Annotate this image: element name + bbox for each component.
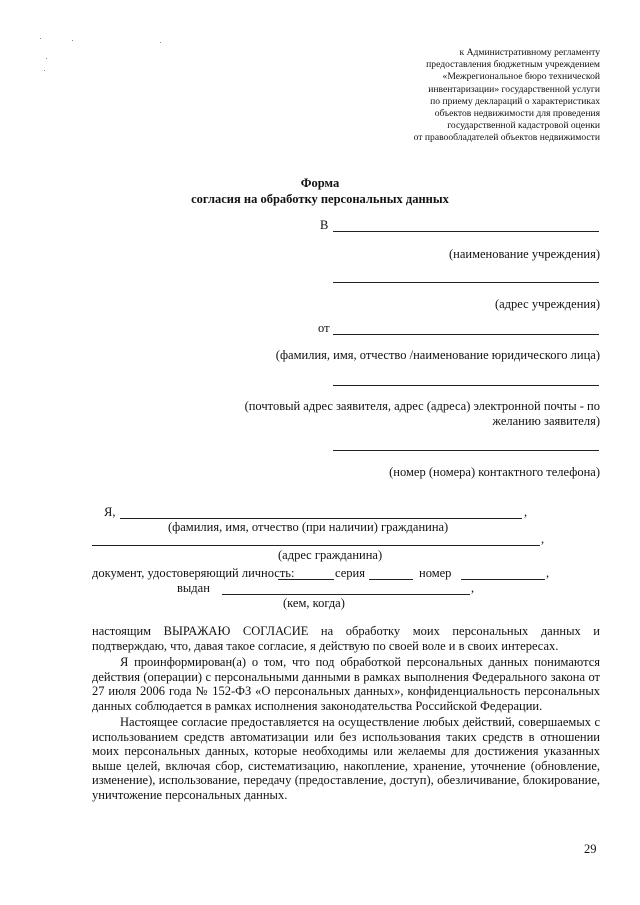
header-line: по приему деклараций о характеристиках [430, 95, 600, 107]
issued-caption: (кем, когда) [283, 596, 345, 610]
applicant-phone-field[interactable] [333, 450, 599, 451]
to-prefix: В [320, 218, 329, 232]
postal-email-caption-line1: (почтовый адрес заявителя, адрес (адреса) электронной почты - по [244, 399, 600, 413]
citizen-name-caption: (фамилия, имя, отчество (при наличии) гражданина) [168, 520, 449, 534]
citizen-address-field[interactable] [92, 545, 540, 546]
applicant-name-caption: (фамилия, имя, отчество /наименование юридического лица) [275, 348, 600, 362]
institution-caption: (наименование учреждения) [449, 247, 600, 261]
document-number-field[interactable] [461, 579, 545, 580]
issued-label: выдан [177, 581, 210, 595]
regulation-header [330, 47, 600, 145]
form-title: Форма [300, 176, 340, 190]
form-subtitle: согласия на обработку персональных данных [191, 192, 449, 206]
comma: , [524, 505, 528, 519]
header-line: предоставления бюджетным учреждением [426, 59, 600, 71]
from-prefix: от [318, 321, 330, 335]
issued-by-field[interactable] [222, 594, 470, 595]
consent-paragraph: настоящим ВЫРАЖАЮ СОГЛАСИЕ на обработку моих персональных данных и подтверждаю, что, давая такое согласие, я действую по своей воле и в своих интересах. [92, 624, 600, 653]
header-line: объектов недвижимости для проведения [434, 108, 600, 120]
scope-paragraph: Настоящее согласие предоставляется на осуществление любых действий, совершаемых с использованием средств автоматизации или без использования таких средств в отношении моих персональных данных, которые необходимы или желаемы для достижения указанных выше целей, включая сбор, систематизацию, накопление, хранение, уточнение (обновление, изменение), использование, передачу (предоставление, доступ), обезличивание, блокирование, уничтожение персональных данных. [92, 715, 600, 802]
header-line: к Административному регламенту [459, 47, 600, 58]
i-prefix: Я, [104, 505, 116, 519]
institution-address-field[interactable] [333, 282, 599, 283]
postal-email-caption-line2: желанию заявителя) [492, 414, 600, 428]
citizen-address-caption: (адрес гражданина) [278, 548, 383, 562]
series-label: серия [335, 566, 365, 580]
identity-document-label: документ, удостоверяющий личность: [92, 566, 295, 580]
applicant-postal-email-field[interactable] [333, 385, 599, 386]
comma: , [541, 532, 545, 546]
comma: , [546, 566, 550, 580]
document-series-field[interactable] [369, 579, 413, 580]
comma: , [471, 581, 475, 595]
page-number: 29 [584, 842, 597, 856]
applicant-name-field[interactable] [333, 334, 599, 335]
institution-address-caption: (адрес учреждения) [494, 297, 600, 311]
document-series-blank[interactable] [278, 579, 334, 580]
header-line: «Межрегиональное бюро технической [442, 71, 600, 83]
phone-caption: (номер (номера) контактного телефона) [389, 465, 600, 479]
header-line: от правообладателей объектов недвижимости [413, 132, 600, 144]
number-label: номер [419, 566, 452, 580]
institution-name-field[interactable] [333, 231, 599, 232]
citizen-name-field[interactable] [120, 518, 522, 519]
header-line: инвентаризации» государственной услуги [428, 83, 600, 95]
information-paragraph: Я проинформирован(а) о том, что под обработкой персональных данных понимаются действия (операции) с персональными данными в рамках выполнения Федерального закона от 27 июля 2006 года № 152-ФЗ «О персональных данных», конфиденциальность персональных данных соблюдается в рамках исполнения законодательства Российской Федерации. [92, 655, 600, 713]
header-line: государственной кадастровой оценки [447, 120, 600, 132]
